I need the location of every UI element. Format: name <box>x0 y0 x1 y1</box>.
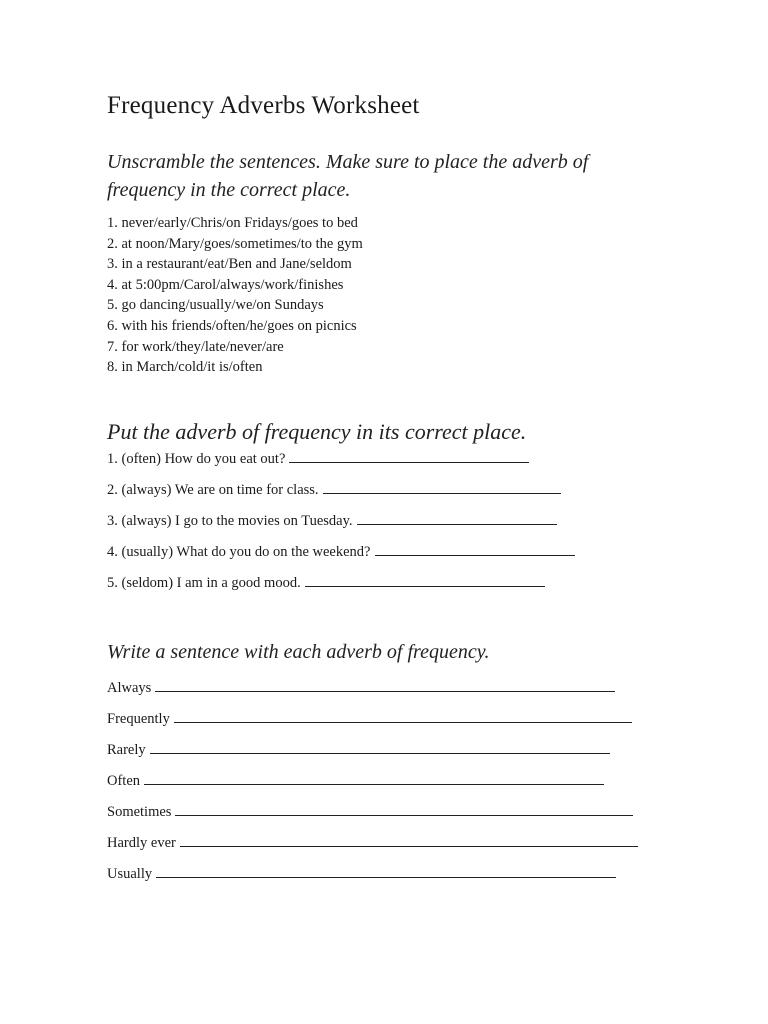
question-text: 5. (seldom) I am in a good mood. <box>107 575 301 591</box>
list-item: 8. in March/cold/it is/often <box>107 359 263 376</box>
list-item: 7. for work/they/late/never/are <box>107 338 284 355</box>
answer-blank[interactable] <box>305 572 545 587</box>
placement-instructions: Put the adverb of frequency in its correct place. <box>107 419 527 444</box>
adverb-label: Usually <box>107 866 153 882</box>
question-row <box>107 572 545 593</box>
question-row <box>107 541 575 562</box>
list-item: 3. in a restaurant/eat/Ben and Jane/seldom <box>107 256 352 273</box>
sentence-blank[interactable] <box>155 677 615 692</box>
list-item: 6. with his friends/often/he/goes on picnics <box>107 317 357 334</box>
answer-blank[interactable] <box>289 448 529 463</box>
unscramble-list <box>107 213 363 378</box>
adverb-row <box>107 863 616 884</box>
question-text: 1. (often) How do you eat out? <box>107 451 286 467</box>
adverb-label: Always <box>107 680 152 696</box>
sentence-blank[interactable] <box>174 708 632 723</box>
adverb-row <box>107 770 604 791</box>
question-text: 2. (always) We are on time for class. <box>107 482 319 498</box>
list-item: 2. at noon/Mary/goes/sometimes/to the gym <box>107 235 363 252</box>
answer-blank[interactable] <box>375 541 575 556</box>
sentence-blank[interactable] <box>156 863 616 878</box>
sentence-blank[interactable] <box>180 832 638 847</box>
adverb-row <box>107 739 610 760</box>
adverb-label: Sometimes <box>107 804 172 820</box>
answer-blank[interactable] <box>357 510 557 525</box>
list-item: 1. never/early/Chris/on Fridays/goes to bed <box>107 215 358 231</box>
adverb-label: Hardly ever <box>107 835 176 851</box>
adverb-label: Rarely <box>107 742 146 758</box>
adverb-row <box>107 708 632 729</box>
list-item: 5. go dancing/usually/we/on Sundays <box>107 297 324 314</box>
adverb-label: Often <box>107 773 141 789</box>
list-item: 4. at 5:00pm/Carol/always/work/finishes <box>107 276 344 293</box>
question-row <box>107 448 529 469</box>
sentence-blank[interactable] <box>175 801 633 816</box>
unscramble-instructions: Unscramble the sentences. Make sure to place the adverb of frequency in the correct place. <box>107 151 589 201</box>
sentence-blank[interactable] <box>144 770 604 785</box>
adverb-row <box>107 801 633 822</box>
adverb-row <box>107 832 638 853</box>
question-row <box>107 479 561 500</box>
write-instructions: Write a sentence with each adverb of frequency. <box>107 641 490 663</box>
question-text: 3. (always) I go to the movies on Tuesday. <box>107 513 353 529</box>
question-text: 4. (usually) What do you do on the weekend? <box>107 544 371 560</box>
answer-blank[interactable] <box>323 479 561 494</box>
sentence-blank[interactable] <box>150 739 610 754</box>
question-row <box>107 510 557 531</box>
page-title: Frequency Adverbs Worksheet <box>107 92 420 119</box>
adverb-row <box>107 677 615 698</box>
adverb-label: Frequently <box>107 711 170 727</box>
